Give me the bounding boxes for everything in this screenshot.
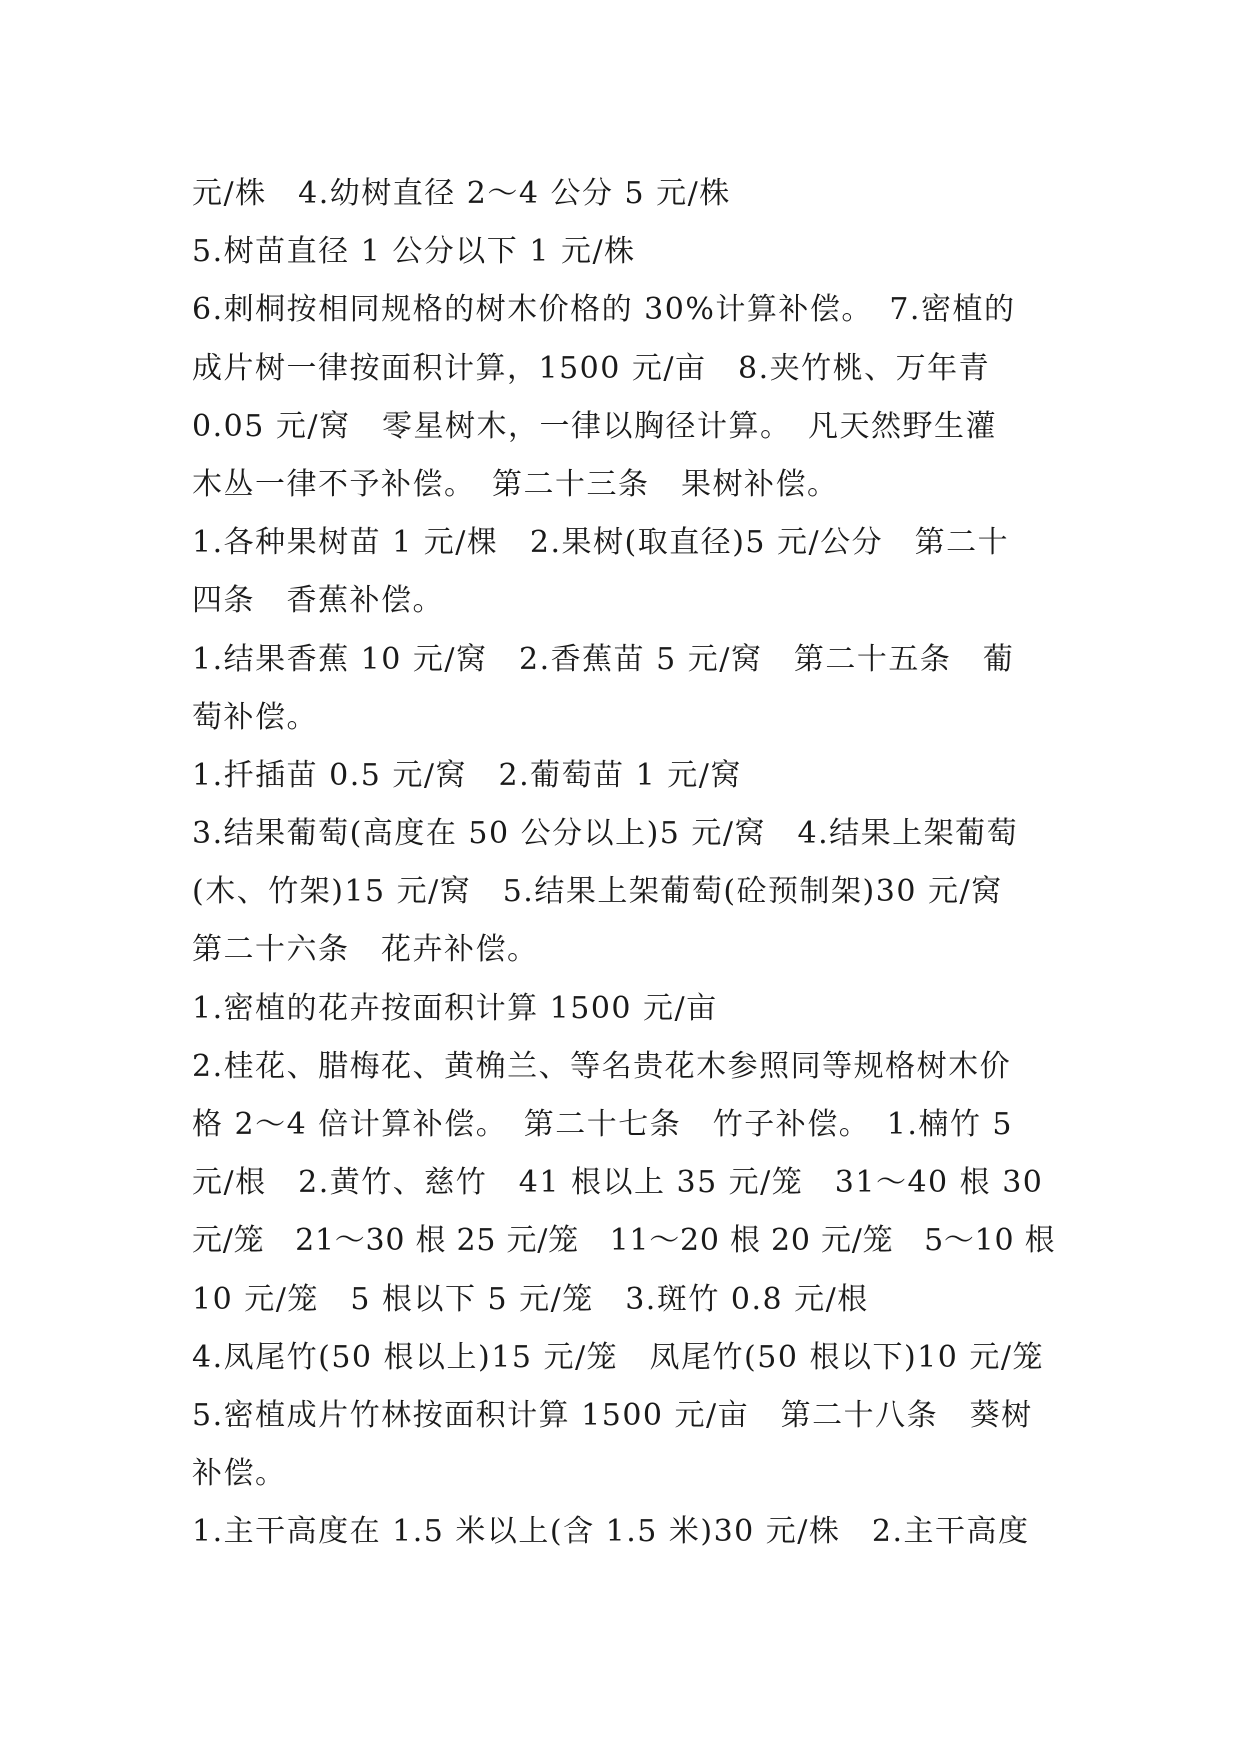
text-line: 成片树一律按面积计算，1500 元/亩 8.夹竹桃、万年青 — [192, 350, 991, 386]
text-line: 元/株 4.幼树直径 2～4 公分 5 元/株 — [192, 176, 731, 211]
text-line: 元/根 2.黄竹、慈竹 41 根以上 35 元/笼 31～40 根 30 — [192, 1165, 1044, 1201]
text-line: 萄补偿。 — [192, 699, 318, 735]
text-line: 1.结果香蕉 10 元/窝 2.香蕉苗 5 元/窝 第二十五条 葡 — [192, 641, 1015, 677]
text-line: 1.各种果树苗 1 元/棵 2.果树(取直径)5 元/公分 第二十 — [192, 525, 1010, 561]
text-line: 木丛一律不予补偿。 第二十三条 果树补偿。 — [192, 466, 839, 502]
text-line: (木、竹架)15 元/窝 5.结果上架葡萄(砼预制架)30 元/窝 — [192, 874, 1003, 910]
text-line: 补偿。 — [192, 1456, 287, 1492]
text-line: 1.扦插苗 0.5 元/窝 2.葡萄苗 1 元/窝 — [192, 757, 742, 793]
text-line: 第二十六条 花卉补偿。 — [192, 932, 539, 968]
text-line: 四条 香蕉补偿。 — [192, 583, 444, 619]
text-line: 1.密植的花卉按面积计算 1500 元/亩 — [192, 990, 718, 1026]
text-line: 2.桂花、腊梅花、黄桷兰、等名贵花木参照同等规格树木价 — [192, 1048, 1012, 1084]
text-line: 5.密植成片竹林按面积计算 1500 元/亩 第二十八条 葵树 — [192, 1397, 1033, 1433]
text-line: 格 2～4 倍计算补偿。 第二十七条 竹子补偿。 1.楠竹 5 — [192, 1107, 1013, 1142]
text-line: 4.凤尾竹(50 根以上)15 元/笼 凤尾竹(50 根以下)10 元/笼 — [192, 1339, 1044, 1375]
body-text — [192, 165, 1062, 1562]
text-line: 1.主干高度在 1.5 米以上(含 1.5 米)30 元/株 2.主干高度 — [192, 1514, 1030, 1550]
text-line: 10 元/笼 5 根以下 5 元/笼 3.斑竹 0.8 元/根 — [192, 1281, 869, 1317]
text-line: 3.结果葡萄(高度在 50 公分以上)5 元/窝 4.结果上架葡萄 — [192, 816, 1019, 852]
text-line: 5.树苗直径 1 公分以下 1 元/株 — [192, 234, 636, 270]
text-line: 0.05 元/窝 零星树木，一律以胸径计算。 凡天然野生灌 — [192, 408, 997, 444]
text-line: 6.刺桐按相同规格的树木价格的 30%计算补偿。 7.密植的 — [192, 292, 1016, 328]
text-line: 元/笼 21～30 根 25 元/笼 11～20 根 20 元/笼 5～10 根 — [192, 1223, 1056, 1259]
